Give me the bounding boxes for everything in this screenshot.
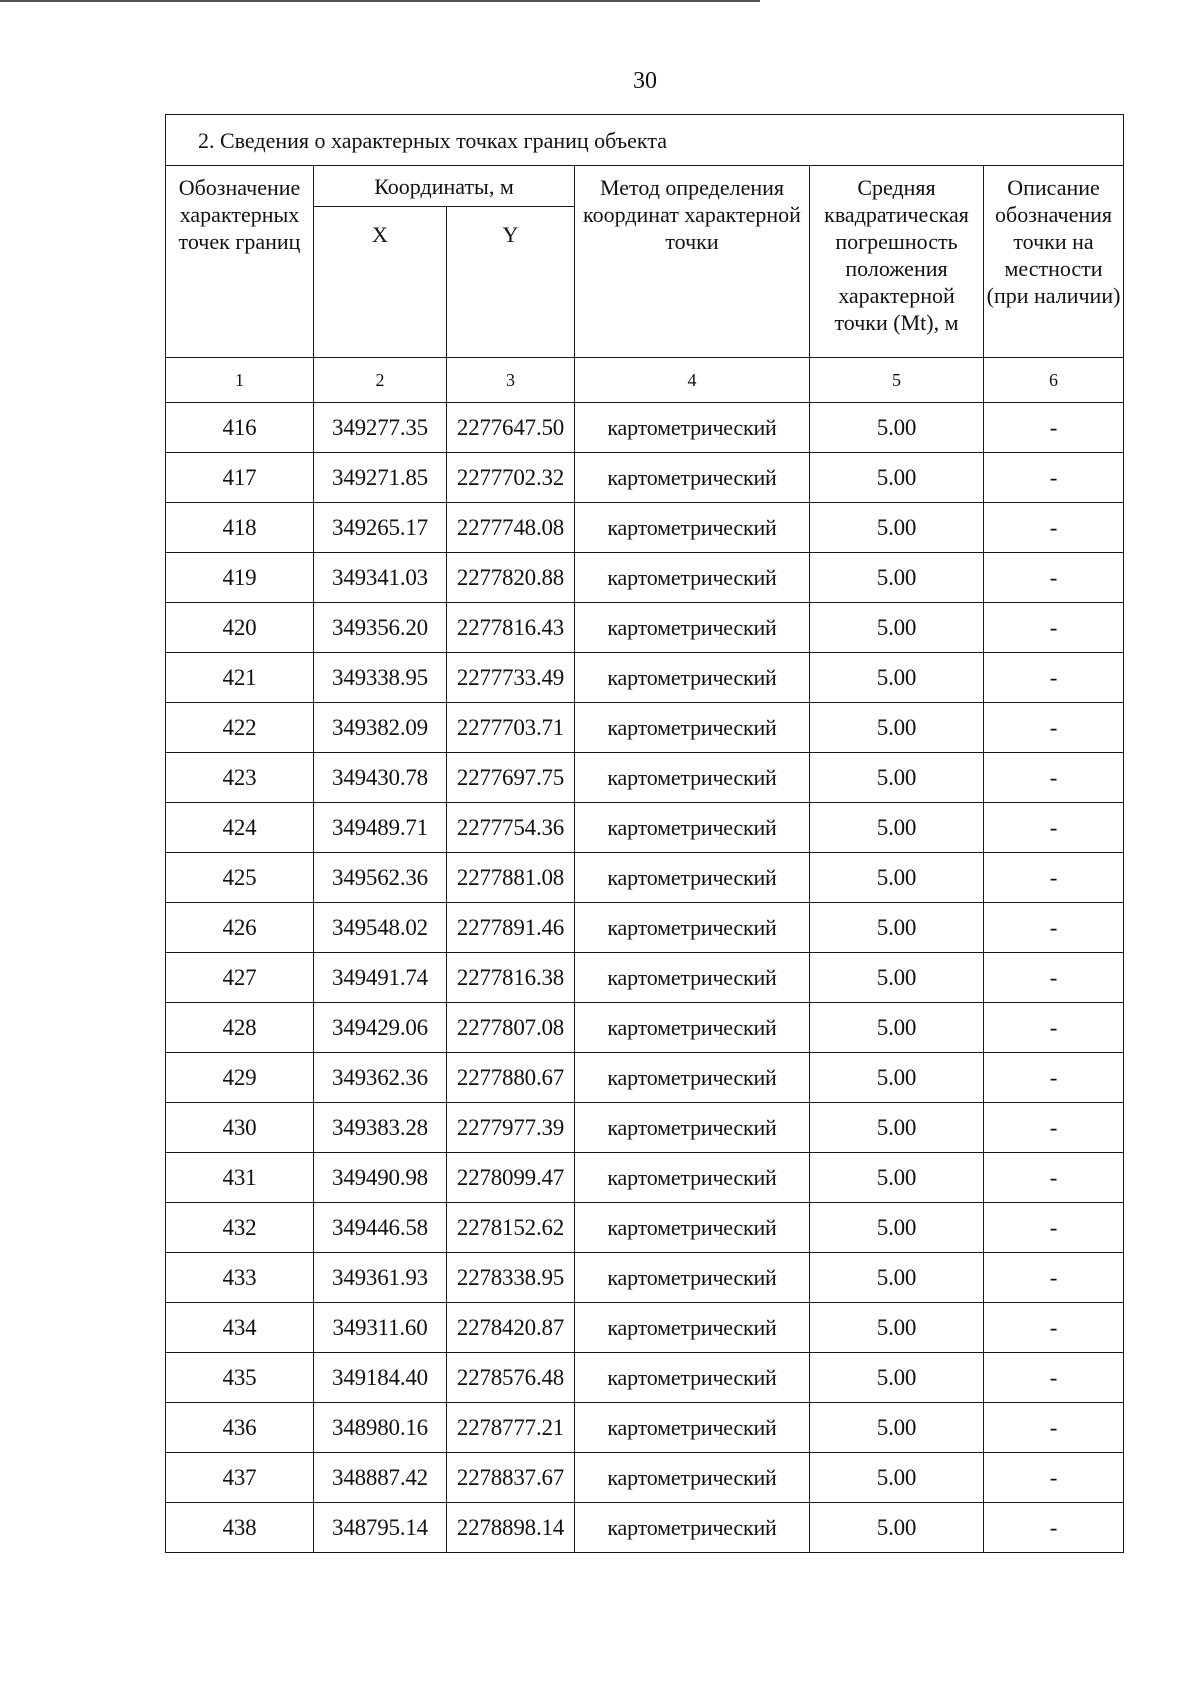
column-number: 6 [984,358,1124,403]
column-numbers-row [166,358,1124,403]
y-coordinate-cell: 2277697.75 [447,753,575,803]
method-cell: картометрический [575,1053,810,1103]
x-coordinate-cell: 348795.14 [314,1503,447,1553]
method-cell: картометрический [575,953,810,1003]
column-number: 5 [810,358,984,403]
description-cell: - [984,1253,1124,1303]
point-id-cell: 428 [166,1003,314,1053]
x-coordinate-cell: 349548.02 [314,903,447,953]
point-id-cell: 429 [166,1053,314,1103]
x-coordinate-cell: 349562.36 [314,853,447,903]
description-cell: - [984,603,1124,653]
point-id-cell: 419 [166,553,314,603]
method-cell: картометрический [575,1503,810,1553]
error-cell: 5.00 [810,403,984,453]
x-coordinate-cell: 349277.35 [314,403,447,453]
error-cell: 5.00 [810,853,984,903]
error-cell: 5.00 [810,803,984,853]
table-row [166,503,1124,553]
column-number: 1 [166,358,314,403]
y-coordinate-cell: 2278099.47 [447,1153,575,1203]
point-id-cell: 416 [166,403,314,453]
point-id-cell: 432 [166,1203,314,1253]
error-cell: 5.00 [810,653,984,703]
point-id-cell: 437 [166,1453,314,1503]
header-y: Y [447,207,575,358]
method-cell: картометрический [575,1403,810,1453]
point-id-cell: 418 [166,503,314,553]
x-coordinate-cell: 348980.16 [314,1403,447,1453]
section-title: 2. Сведения о характерных точках границ объекта [166,115,1124,166]
error-cell: 5.00 [810,1453,984,1503]
table-row [166,1203,1124,1253]
table-row [166,403,1124,453]
y-coordinate-cell: 2277880.67 [447,1053,575,1103]
error-cell: 5.00 [810,1403,984,1453]
y-coordinate-cell: 2278898.14 [447,1503,575,1553]
error-cell: 5.00 [810,703,984,753]
error-cell: 5.00 [810,553,984,603]
description-cell: - [984,953,1124,1003]
table-row [166,1103,1124,1153]
x-coordinate-cell: 349489.71 [314,803,447,853]
x-coordinate-cell: 349430.78 [314,753,447,803]
point-id-cell: 424 [166,803,314,853]
table-row [166,1403,1124,1453]
description-cell: - [984,453,1124,503]
x-coordinate-cell: 349311.60 [314,1303,447,1353]
point-id-cell: 423 [166,753,314,803]
description-cell: - [984,1153,1124,1203]
x-coordinate-cell: 349429.06 [314,1003,447,1053]
error-cell: 5.00 [810,1253,984,1303]
table-row [166,1453,1124,1503]
description-cell: - [984,753,1124,803]
x-coordinate-cell: 349490.98 [314,1153,447,1203]
error-cell: 5.00 [810,903,984,953]
page-number: 30 [633,68,657,94]
table-row [166,753,1124,803]
description-cell: - [984,703,1124,753]
method-cell: картометрический [575,703,810,753]
method-cell: картометрический [575,1203,810,1253]
x-coordinate-cell: 349356.20 [314,603,447,653]
boundary-points-table [165,114,1124,1553]
error-cell: 5.00 [810,1053,984,1103]
method-cell: картометрический [575,653,810,703]
x-coordinate-cell: 349491.74 [314,953,447,1003]
table-row [166,453,1124,503]
point-id-cell: 420 [166,603,314,653]
y-coordinate-cell: 2278576.48 [447,1353,575,1403]
description-cell: - [984,1103,1124,1153]
x-coordinate-cell: 349341.03 [314,553,447,603]
y-coordinate-cell: 2277733.49 [447,653,575,703]
x-coordinate-cell: 349361.93 [314,1253,447,1303]
table-row [166,1053,1124,1103]
table-row [166,553,1124,603]
method-cell: картометрический [575,1253,810,1303]
x-coordinate-cell: 349383.28 [314,1103,447,1153]
error-cell: 5.00 [810,1503,984,1553]
error-cell: 5.00 [810,1153,984,1203]
x-coordinate-cell: 349446.58 [314,1203,447,1253]
header-coordinates: Координаты, м [314,166,575,207]
column-number: 4 [575,358,810,403]
point-id-cell: 425 [166,853,314,903]
description-cell: - [984,1353,1124,1403]
method-cell: картометрический [575,1353,810,1403]
table-row [166,803,1124,853]
description-cell: - [984,1053,1124,1103]
description-cell: - [984,1403,1124,1453]
description-cell: - [984,1003,1124,1053]
x-coordinate-cell: 349338.95 [314,653,447,703]
point-id-cell: 422 [166,703,314,753]
header-description: Описание обозначения точки на местности (при наличии) [984,166,1124,358]
error-cell: 5.00 [810,1353,984,1403]
table-row [166,1353,1124,1403]
method-cell: картометрический [575,1103,810,1153]
error-cell: 5.00 [810,1303,984,1353]
document-sheet [165,114,1123,1553]
header-designation: Обозначение характерных точек границ [166,166,314,358]
point-id-cell: 426 [166,903,314,953]
error-cell: 5.00 [810,603,984,653]
method-cell: картометрический [575,503,810,553]
x-coordinate-cell: 348887.42 [314,1453,447,1503]
column-number: 3 [447,358,575,403]
method-cell: картометрический [575,903,810,953]
y-coordinate-cell: 2277647.50 [447,403,575,453]
header-x: X [314,207,447,358]
table-row [166,1003,1124,1053]
y-coordinate-cell: 2277820.88 [447,553,575,603]
method-cell: картометрический [575,1453,810,1503]
table-row [166,603,1124,653]
table-row [166,1253,1124,1303]
description-cell: - [984,653,1124,703]
table-row [166,653,1124,703]
y-coordinate-cell: 2278338.95 [447,1253,575,1303]
y-coordinate-cell: 2277891.46 [447,903,575,953]
table-body [166,403,1124,1553]
y-coordinate-cell: 2277881.08 [447,853,575,903]
point-id-cell: 433 [166,1253,314,1303]
description-cell: - [984,403,1124,453]
point-id-cell: 427 [166,953,314,1003]
description-cell: - [984,1453,1124,1503]
point-id-cell: 438 [166,1503,314,1553]
table-row [166,1153,1124,1203]
y-coordinate-cell: 2277754.36 [447,803,575,853]
y-coordinate-cell: 2278420.87 [447,1303,575,1353]
description-cell: - [984,853,1124,903]
error-cell: 5.00 [810,953,984,1003]
point-id-cell: 417 [166,453,314,503]
method-cell: картометрический [575,803,810,853]
method-cell: картометрический [575,553,810,603]
point-id-cell: 421 [166,653,314,703]
column-number: 2 [314,358,447,403]
method-cell: картометрический [575,1003,810,1053]
y-coordinate-cell: 2278152.62 [447,1203,575,1253]
description-cell: - [984,553,1124,603]
header-error: Средняя квадратическая погрешность положения характерной точки (Mt), м [810,166,984,358]
table-row [166,953,1124,1003]
method-cell: картометрический [575,403,810,453]
table-row [166,903,1124,953]
table-row [166,853,1124,903]
method-cell: картометрический [575,853,810,903]
description-cell: - [984,903,1124,953]
x-coordinate-cell: 349382.09 [314,703,447,753]
error-cell: 5.00 [810,1003,984,1053]
header-method: Метод определения координат характерной точки [575,166,810,358]
x-coordinate-cell: 349362.36 [314,1053,447,1103]
y-coordinate-cell: 2278837.67 [447,1453,575,1503]
x-coordinate-cell: 349265.17 [314,503,447,553]
y-coordinate-cell: 2277977.39 [447,1103,575,1153]
method-cell: картометрический [575,453,810,503]
error-cell: 5.00 [810,1203,984,1253]
description-cell: - [984,1203,1124,1253]
table-row [166,1303,1124,1353]
error-cell: 5.00 [810,503,984,553]
description-cell: - [984,503,1124,553]
y-coordinate-cell: 2278777.21 [447,1403,575,1453]
y-coordinate-cell: 2277816.43 [447,603,575,653]
point-id-cell: 435 [166,1353,314,1403]
method-cell: картометрический [575,1303,810,1353]
method-cell: картометрический [575,753,810,803]
point-id-cell: 431 [166,1153,314,1203]
y-coordinate-cell: 2277748.08 [447,503,575,553]
x-coordinate-cell: 349271.85 [314,453,447,503]
error-cell: 5.00 [810,453,984,503]
top-rule [0,0,760,2]
table-row [166,1503,1124,1553]
y-coordinate-cell: 2277702.32 [447,453,575,503]
error-cell: 5.00 [810,753,984,803]
description-cell: - [984,803,1124,853]
x-coordinate-cell: 349184.40 [314,1353,447,1403]
method-cell: картометрический [575,1153,810,1203]
point-id-cell: 430 [166,1103,314,1153]
point-id-cell: 436 [166,1403,314,1453]
y-coordinate-cell: 2277807.08 [447,1003,575,1053]
description-cell: - [984,1303,1124,1353]
y-coordinate-cell: 2277703.71 [447,703,575,753]
method-cell: картометрический [575,603,810,653]
description-cell: - [984,1503,1124,1553]
error-cell: 5.00 [810,1103,984,1153]
point-id-cell: 434 [166,1303,314,1353]
y-coordinate-cell: 2277816.38 [447,953,575,1003]
table-row [166,703,1124,753]
